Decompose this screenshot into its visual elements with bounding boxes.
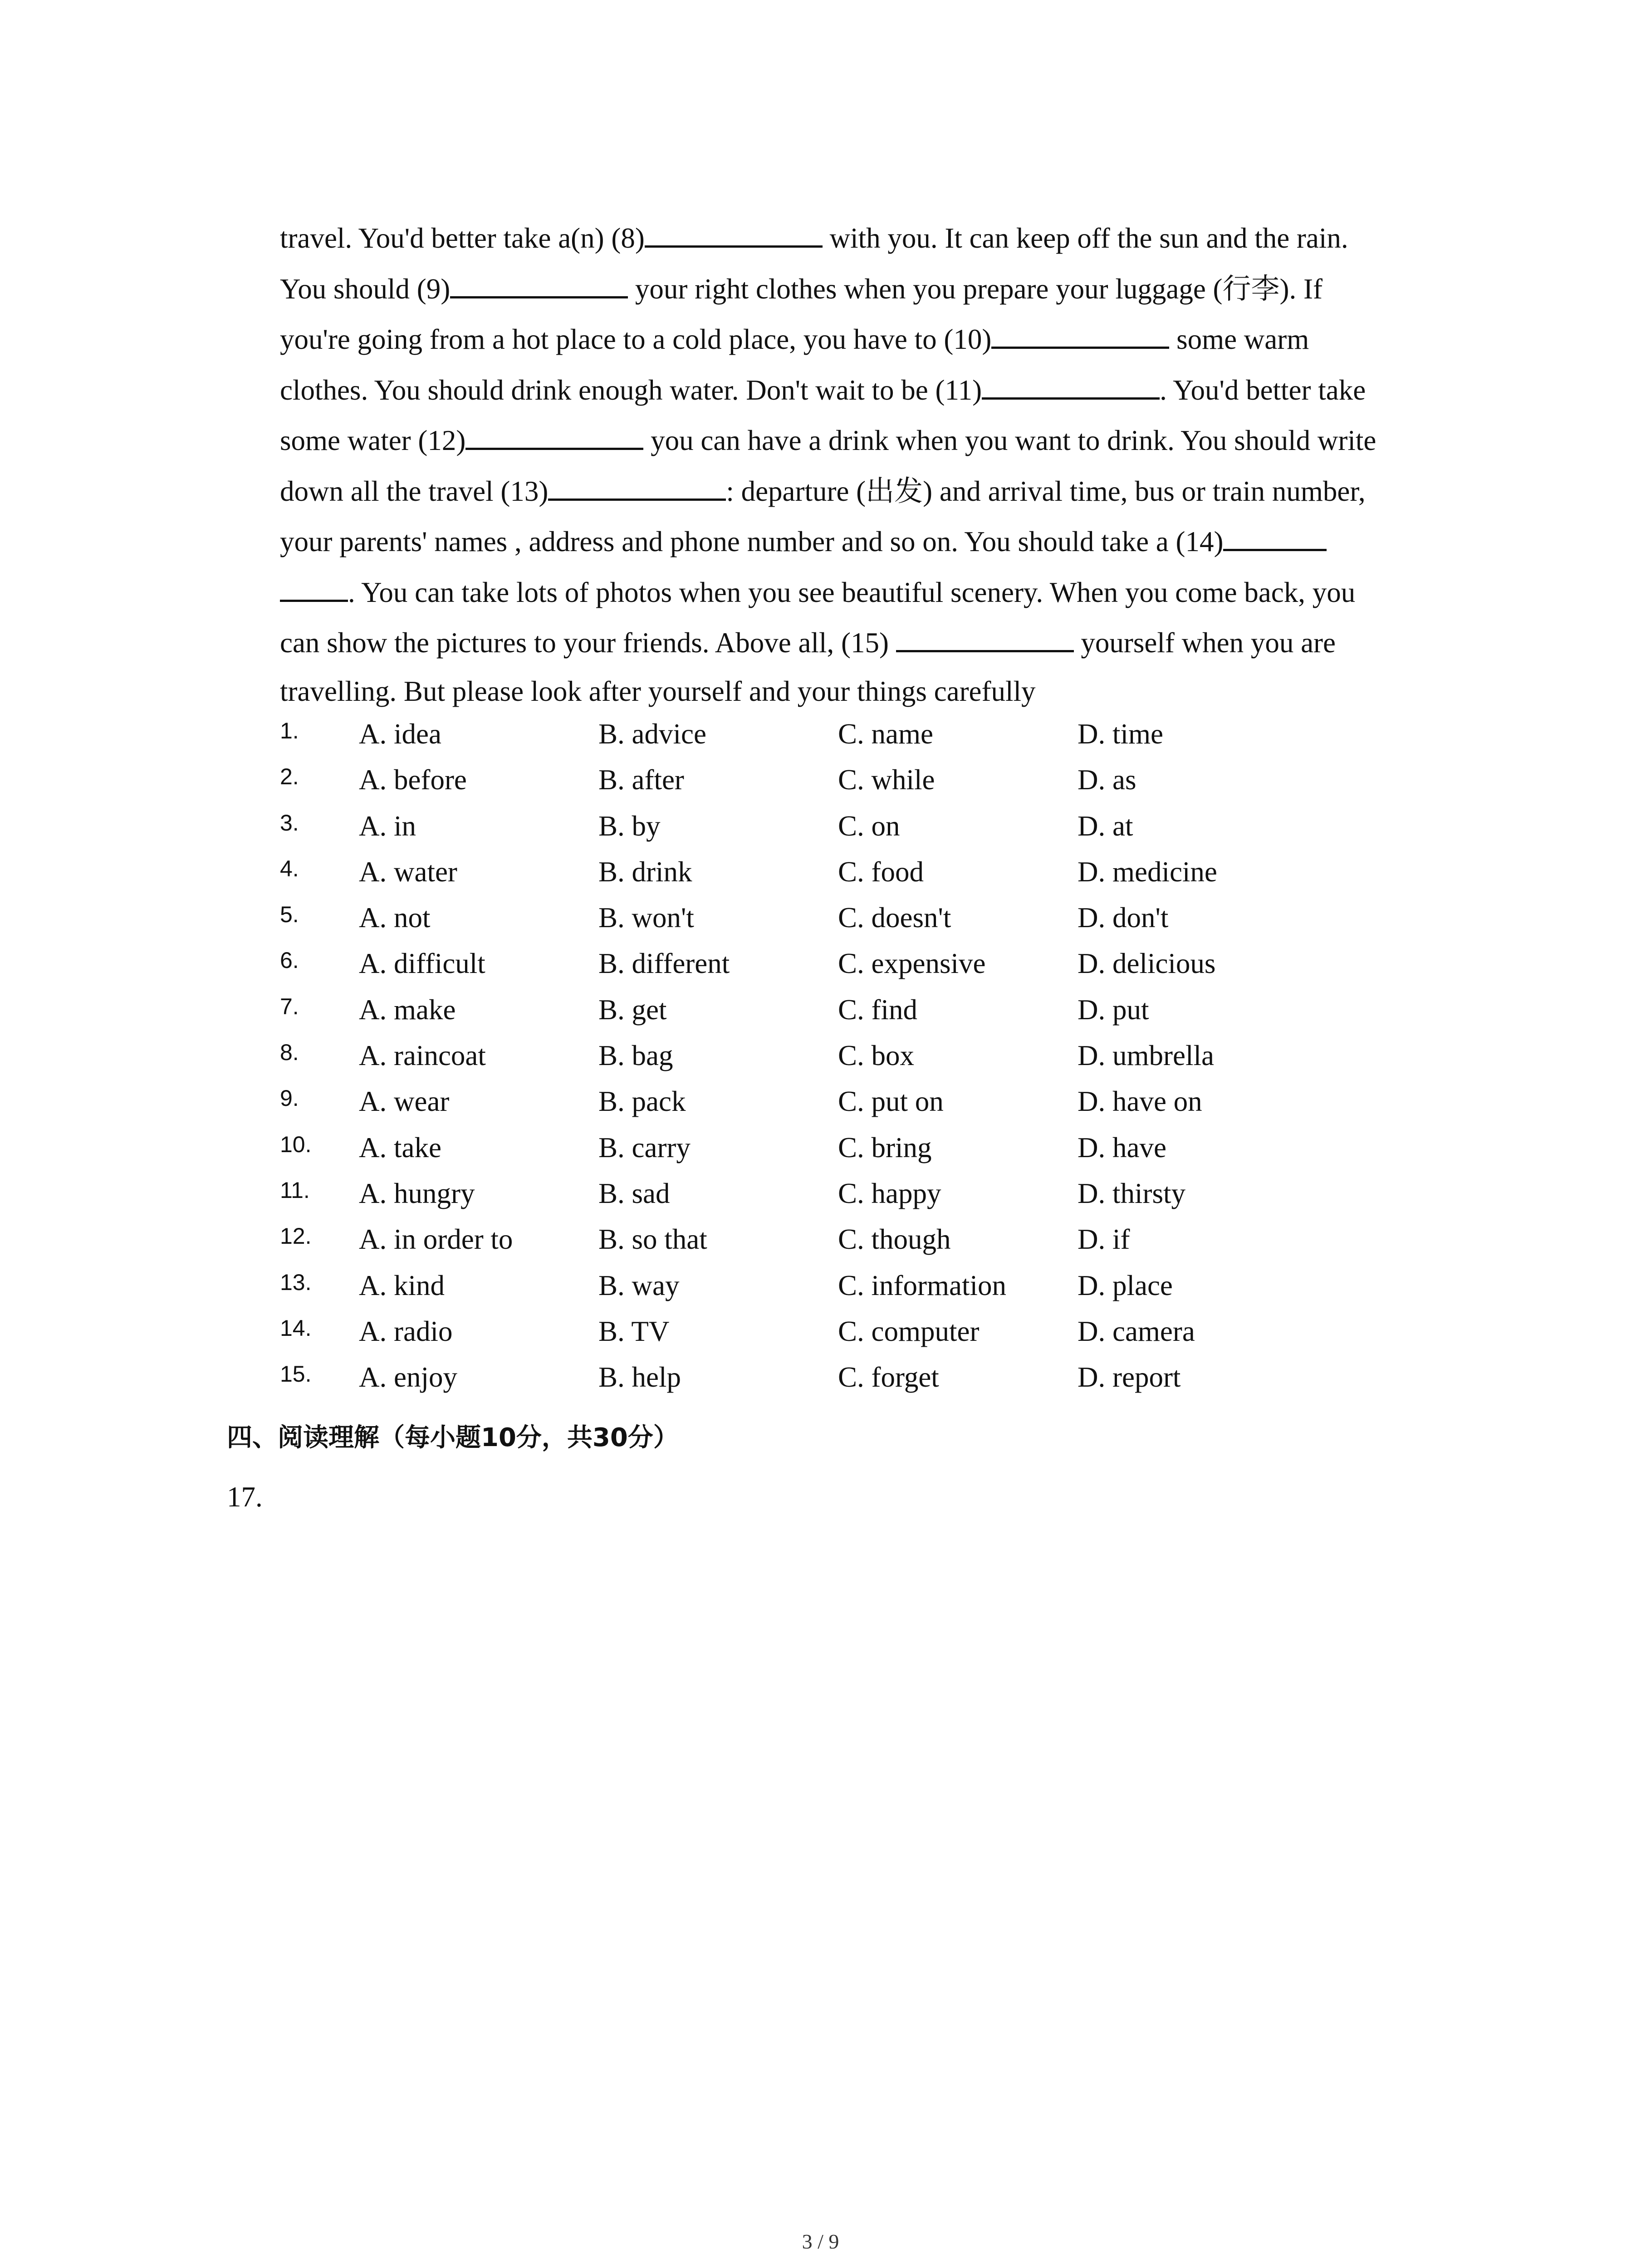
passage-text: . You'd better take	[1160, 374, 1366, 406]
option-d: D. don't	[1078, 902, 1169, 934]
question-row	[280, 716, 1460, 762]
question-number: 15.	[280, 1361, 312, 1387]
option-c: C. expensive	[838, 948, 986, 980]
passage-line	[280, 365, 1450, 416]
question-row	[280, 992, 1460, 1037]
option-b: B. won't	[598, 902, 694, 934]
option-a: A. wear	[359, 1085, 450, 1118]
option-a: A. water	[359, 855, 457, 888]
question-number: 12.	[280, 1223, 312, 1249]
question-number: 6.	[280, 948, 299, 973]
passage-text: can show the pictures to your friends. Above all, (15)	[280, 627, 896, 659]
option-c: C. find	[838, 993, 918, 1026]
option-d: D. have on	[1078, 1085, 1202, 1118]
answer-blank-13	[548, 467, 726, 501]
passage-line	[280, 415, 1450, 466]
option-b: B. advice	[598, 718, 706, 750]
option-d: D. time	[1078, 718, 1163, 750]
passage-text: You should (9)	[280, 273, 451, 305]
passage-text: travelling. But please look after yourself and your things carefully	[280, 675, 1036, 707]
passage-line	[280, 567, 1450, 618]
option-c: C. on	[838, 810, 900, 842]
option-a: A. raincoat	[359, 1040, 486, 1072]
question-number: 10.	[280, 1131, 312, 1157]
question-number: 3.	[280, 810, 299, 836]
option-a: A. hungry	[359, 1177, 475, 1209]
answer-blank-11	[982, 366, 1160, 400]
option-b: B. sad	[598, 1177, 670, 1209]
question-number: 8.	[280, 1040, 299, 1066]
question-row	[280, 1313, 1460, 1359]
option-a: A. kind	[359, 1269, 445, 1301]
option-b: B. drink	[598, 855, 692, 888]
option-b: B. TV	[598, 1315, 670, 1347]
option-d: D. if	[1078, 1223, 1130, 1256]
option-c: C. bring	[838, 1131, 932, 1163]
passage-text: your parents' names , address and phone number and so on. You should take a (14)	[280, 526, 1224, 557]
option-a: A. enjoy	[359, 1361, 457, 1393]
passage-line	[280, 618, 1450, 669]
option-a: A. take	[359, 1131, 441, 1163]
option-b: B. after	[598, 764, 684, 796]
passage-text: clothes. You should drink enough water. Don't wait to be (11)	[280, 374, 982, 406]
question-number: 5.	[280, 902, 299, 928]
question-row	[280, 1129, 1460, 1175]
option-b: B. way	[598, 1269, 680, 1301]
question-row	[280, 1359, 1460, 1405]
option-d: D. report	[1078, 1361, 1181, 1393]
option-b: B. so that	[598, 1223, 707, 1256]
option-d: D. umbrella	[1078, 1040, 1214, 1072]
passage-text: some warm	[1169, 323, 1309, 355]
passage-text: . You can take lots of photos when you see beautiful scenery. When you come back, you	[348, 576, 1356, 608]
question-row	[280, 1267, 1460, 1313]
passage-line	[280, 314, 1450, 365]
option-a: A. not	[359, 902, 431, 934]
option-c: C. name	[838, 718, 933, 750]
option-d: D. medicine	[1078, 855, 1217, 888]
passage-line	[280, 466, 1450, 517]
question-number: 2.	[280, 764, 299, 790]
passage-line	[280, 669, 1450, 714]
passage-text: : departure (出发) and arrival time, bus or train number,	[726, 475, 1366, 507]
passage-text: your right clothes when you prepare your luggage (行李). If	[628, 273, 1323, 305]
question-number: 11.	[280, 1177, 310, 1203]
section-heading: 四、阅读理解（每小题10分，共30分）	[227, 1423, 679, 1452]
passage-line	[280, 213, 1450, 264]
option-d: D. camera	[1078, 1315, 1195, 1347]
option-d: D. as	[1078, 764, 1136, 796]
option-a: A. make	[359, 993, 456, 1026]
question-row	[280, 1175, 1460, 1221]
option-c: C. information	[838, 1269, 1006, 1301]
answer-blank-9	[450, 264, 628, 298]
question-number: 14.	[280, 1315, 312, 1341]
question-number: 13.	[280, 1269, 312, 1295]
passage-text: yourself when you are	[1073, 627, 1336, 659]
answer-blank-10	[991, 315, 1169, 349]
question-number: 7.	[280, 993, 299, 1019]
passage-text: down all the travel (13)	[280, 475, 549, 507]
answer-blank-14	[1223, 517, 1327, 551]
option-a: A. difficult	[359, 948, 485, 980]
option-b: B. carry	[598, 1131, 691, 1163]
option-a: A. radio	[359, 1315, 453, 1347]
option-a: A. in	[359, 810, 416, 842]
question-number: 4.	[280, 855, 299, 881]
option-c: C. box	[838, 1040, 915, 1072]
option-c: C. computer	[838, 1315, 980, 1347]
answer-blank-12	[465, 416, 643, 450]
passage-text: travel. You'd better take a(n) (8)	[280, 222, 645, 254]
option-c: C. put on	[838, 1085, 944, 1118]
page-number: 3 / 9	[802, 2230, 839, 2253]
question-row	[280, 899, 1460, 945]
option-c: C. forget	[838, 1361, 939, 1393]
option-d: D. thirsty	[1078, 1177, 1186, 1209]
option-a: A. idea	[359, 718, 441, 750]
option-a: A. before	[359, 764, 467, 796]
question-number: 1.	[280, 718, 299, 743]
passage-text: you're going from a hot place to a cold place, you have to (10)	[280, 323, 992, 355]
passage-text: some water (12)	[280, 425, 466, 456]
option-c: C. while	[838, 764, 935, 796]
option-b: B. by	[598, 810, 661, 842]
question-row	[280, 762, 1460, 807]
question-row	[280, 808, 1460, 854]
question-number: 9.	[280, 1085, 299, 1111]
answer-blank-8	[645, 214, 823, 248]
question-row	[280, 1037, 1460, 1083]
option-c: C. though	[838, 1223, 951, 1256]
question-number: 17.	[227, 1481, 263, 1513]
answer-blank-14-cont	[280, 568, 348, 602]
option-d: D. place	[1078, 1269, 1173, 1301]
option-a: A. in order to	[359, 1223, 513, 1256]
option-b: B. get	[598, 993, 667, 1026]
option-d: D. have	[1078, 1131, 1166, 1163]
answer-options-list	[280, 716, 1460, 1405]
option-d: D. delicious	[1078, 948, 1216, 980]
option-d: D. put	[1078, 993, 1149, 1026]
question-row	[280, 1221, 1460, 1267]
passage-line	[280, 264, 1450, 315]
question-row	[280, 1083, 1460, 1129]
question-row	[280, 854, 1460, 899]
option-c: C. food	[838, 855, 924, 888]
cloze-passage	[280, 213, 1450, 714]
option-b: B. help	[598, 1361, 681, 1393]
passage-text: with you. It can keep off the sun and the rain.	[822, 222, 1348, 254]
answer-blank-15	[896, 618, 1074, 652]
option-b: B. pack	[598, 1085, 686, 1118]
option-b: B. bag	[598, 1040, 673, 1072]
passage-text: you can have a drink when you want to drink. You should write	[643, 425, 1376, 456]
option-c: C. happy	[838, 1177, 941, 1209]
question-row	[280, 945, 1460, 991]
option-c: C. doesn't	[838, 902, 951, 934]
passage-line	[280, 517, 1450, 567]
option-d: D. at	[1078, 810, 1133, 842]
option-b: B. different	[598, 948, 730, 980]
